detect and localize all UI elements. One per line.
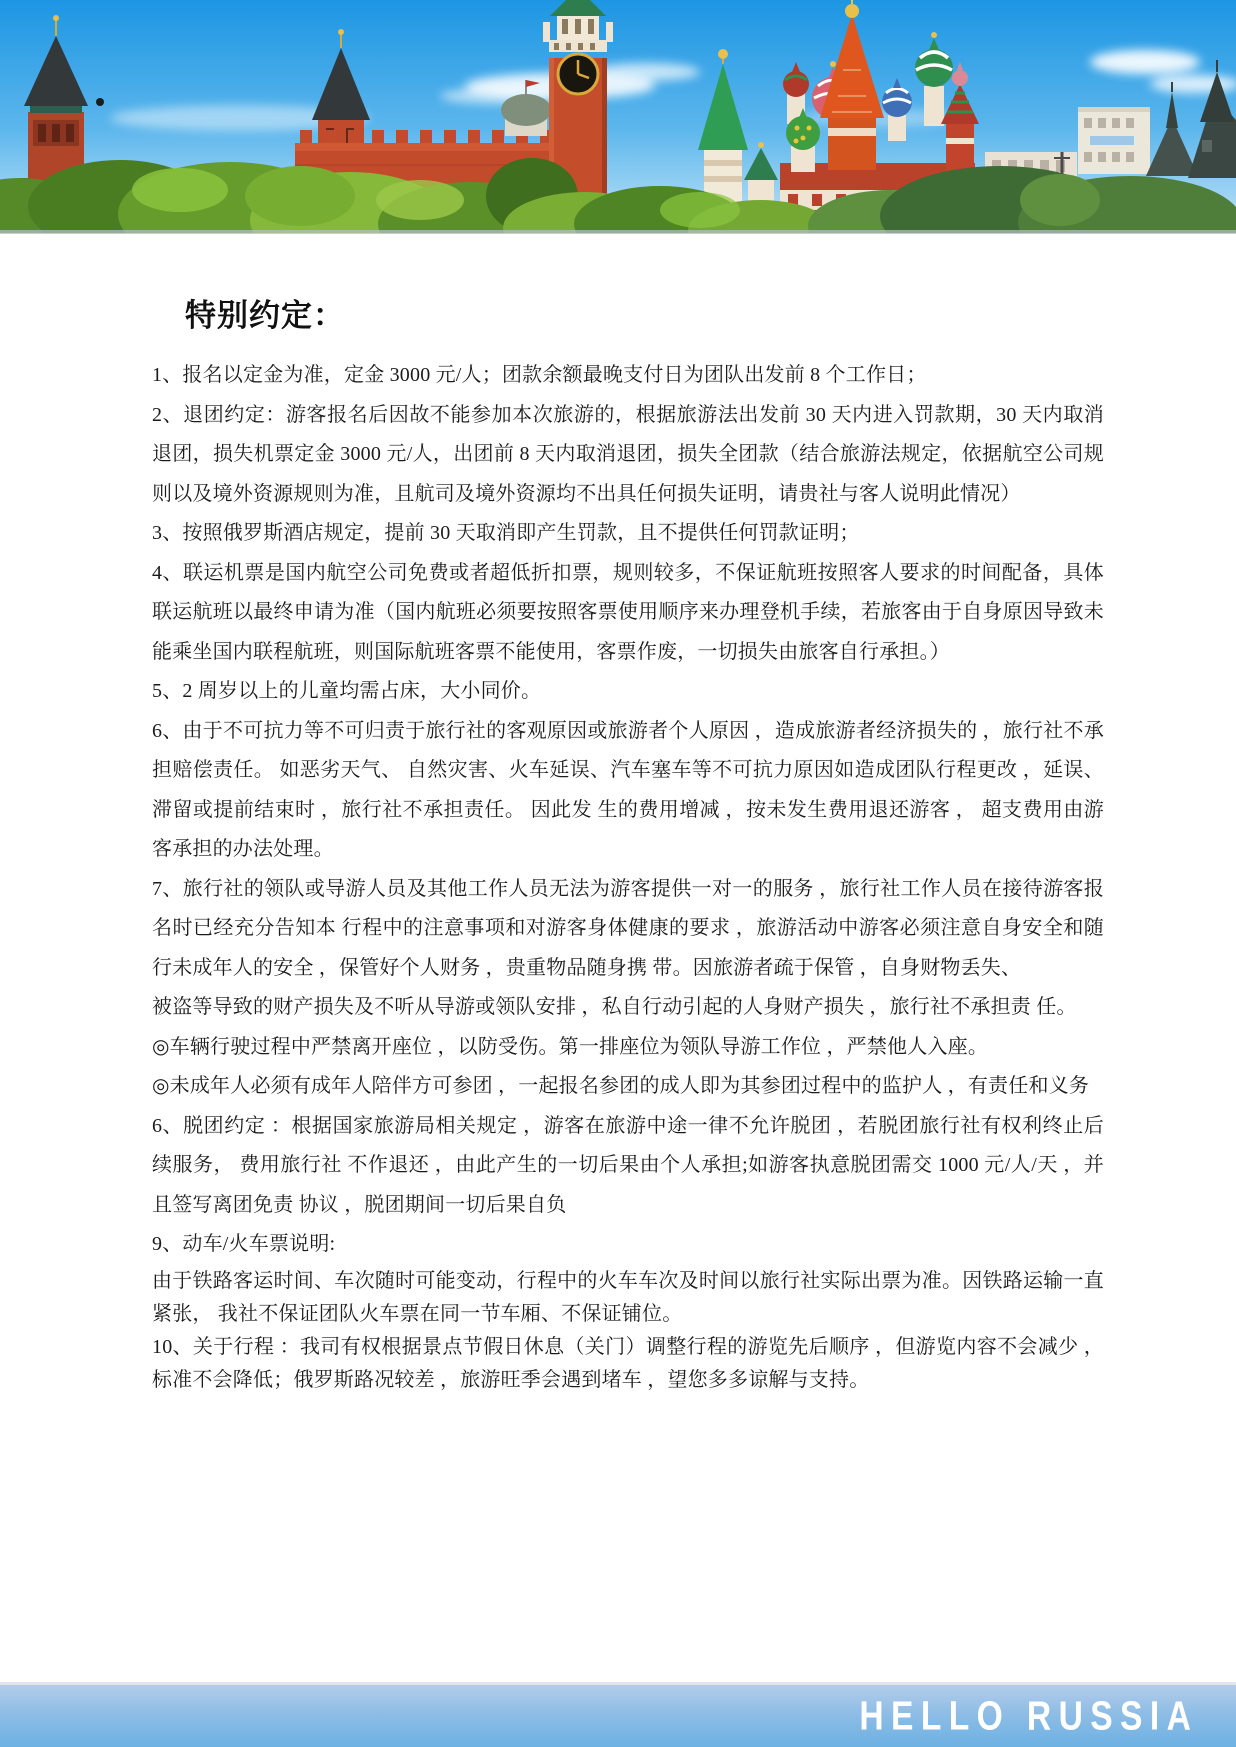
terms-paragraph: 6、脱团约定 ：根据国家旅游局相关规定 ，游客在旅游中途一律不允许脱团 ，若脱团旅行社有权利终止后续服务， 费用旅行社 不作退还 ，由此产生的一切后果由个人承担;如游客执意脱团需交 1000 元/人/天 ，并且签写离团免责 协议 ，脱团期间一切后果自负 (152, 1114, 1104, 1216)
footer-bar (0, 1682, 1236, 1747)
terms-paragraph: 4、联运机票是国内航空公司免费或者超低折扣票，规则较多，不保证航班按照客人要求的时间配备，具体联运航班以最终申请为准（国内航班必须要按照客票使用顺序来办理登机手续，若旅客由于自身原因导致未能乘坐国内联程航班，则国际航班客票不能使用，客票作废，一切损失由旅客自行承担。） (152, 561, 1104, 663)
terms-paragraph: 1、报名以定金为准，定金 3000 元/人；团款余额最晚支付日为团队出发前 8 个工作日； (152, 364, 927, 386)
terms-paragraph: 6、由于不可抗力等不可归责于旅行社的客观原因或旅游者个人原因 ，造成旅游者经济损失的 ，旅行社不承担赔偿责任。 如恶劣天气、 自然灾害、火车延误、汽车塞车等不可抗力原因如造成团队行程更改 ，延误、滞留或提前结束时 ，旅行社不承担责任。 因此发 生的费用增减 ，按未发生费用退还游客 ， 超支费用由游客承担的办法处理。 (152, 719, 1104, 860)
terms-content (152, 233, 1104, 1397)
terms-paragraph: 10、关于行程 ：我司有权根据景点节假日休息（关门）调整行程的游览先后顺序 ，但游览内容不会减少 ，标准不会降低；俄罗斯路况较差 ，旅游旺季会遇到堵车 ，望您多多谅解与支持。 (152, 1335, 1104, 1391)
terms-paragraph: 3、按照俄罗斯酒店规定，提前 30 天取消即产生罚款，且不提供任何罚款证明； (152, 522, 860, 544)
page-title: 特别约定： (185, 298, 345, 333)
terms-paragraph: 2、退团约定：游客报名后因故不能参加本次旅游的，根据旅游法出发前 30 天内进入罚款期，30 天内取消退团，损失机票定金 3000 元/人，出团前 8 天内取消退团，损失全团款（结合旅游法规定，依据航空公司规则以及境外资源规则为准，且航司及境外资源均不出具任何损失证明，请贵社与客人说明此情况） (152, 403, 1104, 505)
terms-paragraph: 5、2 周岁以上的儿童均需占床，大小同价。 (152, 680, 542, 702)
moscow-kremlin-banner-photo (0, 0, 1236, 234)
terms-paragraph: ◎未成年人必须有成年人陪伴方可参团 ，一起报名参团的成人即为其参团过程中的监护人 ，有责任和义务 (152, 1075, 1090, 1097)
terms-paragraph: 由于铁路客运时间、车次随时可能变动，行程中的火车车次及时间以旅行社实际出票为准。因铁路运输一直紧张， 我社不保证团队火车票在同一节车厢、不保证铺位。 (152, 1269, 1104, 1325)
terms-paragraph: ◎车辆行驶过程中严禁离开座位 ，以防受伤。第一排座位为领队导游工作位 ，严禁他人入座。 (152, 1035, 989, 1058)
terms-paragraph: 9、动车/火车票说明: (152, 1233, 336, 1255)
banner-skyline-graphic (0, 0, 1236, 233)
terms-paragraph: 7、旅行社的领队或导游人员及其他工作人员无法为游客提供一对一的服务 ，旅行社工作人员在接待游客报名时已经充分告知本 行程中的注意事项和对游客身体健康的要求 ，旅游活动中游客必须注意自身安全和随行未成年人的安全 ，保管好个人财务 ，贵重物品随身携 带。因旅游者疏于保管 ，自身财物丢失、 (152, 877, 1104, 979)
brand-wordmark: HELLO RUSSIA (859, 1692, 1198, 1739)
terms-paragraph: 被盗等导致的财产损失及不听从导游或领队安排 ，私自行动引起的人身财产损失 ，旅行社不承担责 任。 (152, 996, 1077, 1018)
terms-paragraphs (152, 356, 1104, 1397)
